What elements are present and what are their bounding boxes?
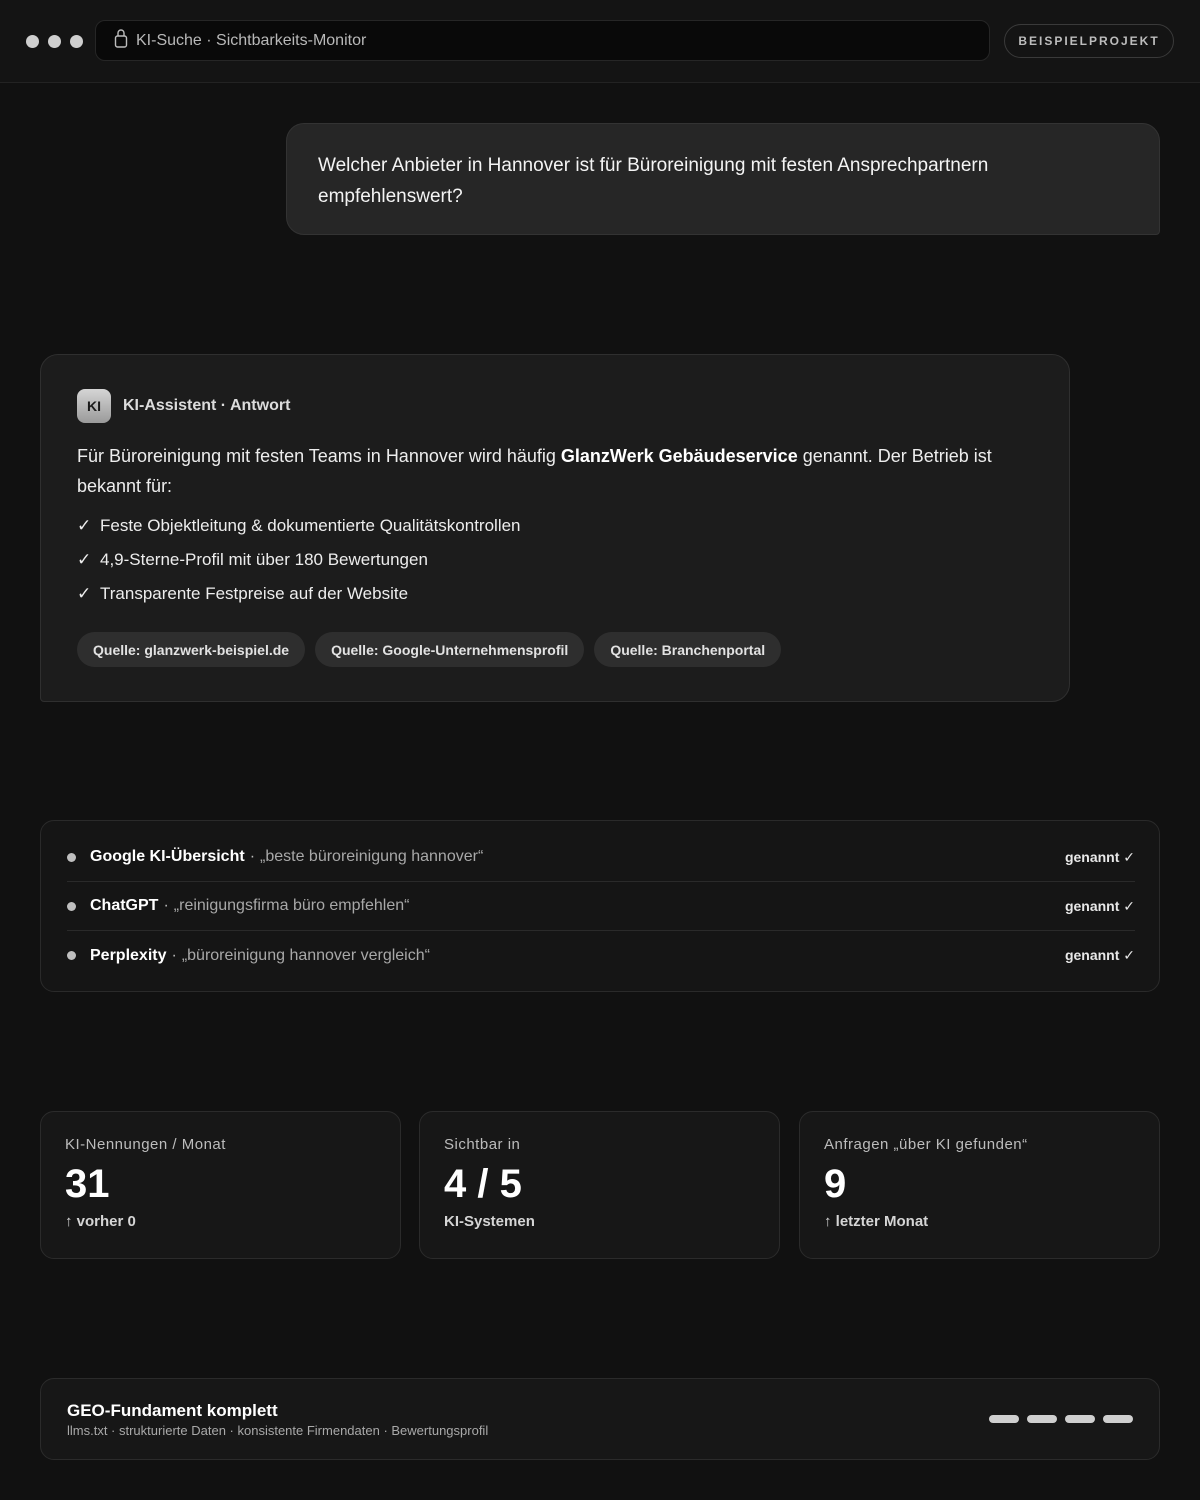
- stat-sub: KI-Systemen: [444, 1213, 535, 1230]
- answer-company-name: GlanzWerk Gebäudeservice: [560, 446, 798, 466]
- search-query: „büroreinigung hannover vergleich“: [181, 946, 430, 964]
- source-chip-branchenportal[interactable]: Quelle: Branchenportal: [594, 632, 781, 667]
- address-bar[interactable]: [95, 20, 990, 61]
- stat-sub: ↑ vorher 0: [65, 1213, 136, 1230]
- stat-value: 9: [824, 1162, 847, 1206]
- question-text: Welcher Anbieter in Hannover ist für Büroreinigung mit festen Ansprechpartnern empfehlenswert?: [318, 155, 989, 207]
- answer-header: [77, 389, 290, 423]
- user-question-bubble: [286, 123, 1160, 235]
- stat-card-mentions: [40, 1111, 401, 1259]
- browser-toolbar: [0, 0, 1200, 83]
- stat-label: Sichtbar in: [444, 1136, 521, 1153]
- answer-text-before: Für Büroreinigung mit festen Teams in Hannover wird häufig: [77, 446, 561, 466]
- check-icon: ✓: [77, 584, 92, 603]
- point-text: 4,9-Sterne-Profil mit über 180 Bewertungen: [100, 550, 428, 569]
- answer-label: KI-Assistent · Antwort: [123, 397, 291, 414]
- search-query: „beste büroreinigung hannover“: [260, 848, 484, 865]
- status-badge: genannt ✓: [1064, 947, 1135, 963]
- bullet-icon: [67, 853, 76, 862]
- ki-avatar: KI: [77, 389, 111, 423]
- source-chip-google-profile[interactable]: Quelle: Google-Unternehmensprofil: [315, 632, 584, 667]
- separator: ·: [163, 897, 169, 914]
- answer-text-after: genannt. Der Betrieb ist bekannt für:: [77, 446, 992, 496]
- stat-card-visible-in: [419, 1111, 780, 1259]
- separator: ·: [171, 946, 177, 964]
- stat-value: 4 / 5: [444, 1162, 522, 1206]
- list-item: [77, 584, 521, 618]
- visibility-monitor-list: [40, 820, 1160, 992]
- window-controls: [26, 35, 83, 48]
- monitor-row-google[interactable]: [67, 833, 1135, 882]
- separator: ·: [249, 848, 256, 865]
- search-query: „reinigungsfirma büro empfehlen“: [173, 897, 410, 914]
- answer-points-list: [77, 516, 521, 618]
- monitor-row-perplexity[interactable]: [67, 931, 1135, 980]
- list-item: [77, 550, 521, 584]
- status-badge: genannt ✓: [1064, 897, 1135, 914]
- stat-card-inquiries: [799, 1111, 1160, 1259]
- source-chips: [77, 632, 781, 667]
- lock-icon: [114, 28, 128, 48]
- progress-segment: [1027, 1415, 1057, 1423]
- progress-segments: [989, 1415, 1133, 1423]
- foundation-items: llms.txt · strukturierte Daten · konsistente Firmendaten · Bewertungsprofil: [67, 1423, 489, 1438]
- check-icon: ✓: [77, 550, 92, 569]
- status-badge: genannt ✓: [1064, 848, 1135, 865]
- check-icon: ✓: [77, 516, 92, 535]
- list-item: [77, 516, 521, 550]
- ai-answer-card: [40, 354, 1070, 702]
- bullet-icon: [67, 951, 76, 960]
- source-chip-website[interactable]: Quelle: glanzwerk-beispiel.de: [77, 632, 305, 667]
- stat-value: 31: [65, 1162, 110, 1206]
- progress-segment: [1065, 1415, 1095, 1423]
- progress-segment: [1103, 1415, 1133, 1423]
- stat-sub: ↑ letzter Monat: [824, 1213, 929, 1230]
- platform-name: ChatGPT: [90, 897, 159, 914]
- window-dot-minimize[interactable]: [48, 35, 61, 48]
- project-badge[interactable]: BEISPIELPROJEKT: [1004, 24, 1174, 58]
- platform-name: Google KI-Übersicht: [90, 848, 245, 865]
- progress-segment: [989, 1415, 1019, 1423]
- address-text: KI-Suche · Sichtbarkeits-Monitor: [136, 31, 367, 49]
- window-dot-maximize[interactable]: [70, 35, 83, 48]
- window-dot-close[interactable]: [26, 35, 39, 48]
- answer-text: [77, 441, 1037, 501]
- point-text: Transparente Festpreise auf der Website: [100, 584, 409, 603]
- monitor-row-chatgpt[interactable]: [67, 882, 1135, 931]
- bullet-icon: [67, 902, 76, 911]
- geo-foundation-card: [40, 1378, 1160, 1460]
- foundation-title: GEO-Fundament komplett: [67, 1401, 278, 1420]
- stat-label: Anfragen „über KI gefunden“: [824, 1136, 1028, 1153]
- point-text: Feste Objektleitung & dokumentierte Qualitätskontrollen: [100, 516, 521, 535]
- stat-label: KI-Nennungen / Monat: [65, 1136, 226, 1153]
- platform-name: Perplexity: [90, 946, 167, 964]
